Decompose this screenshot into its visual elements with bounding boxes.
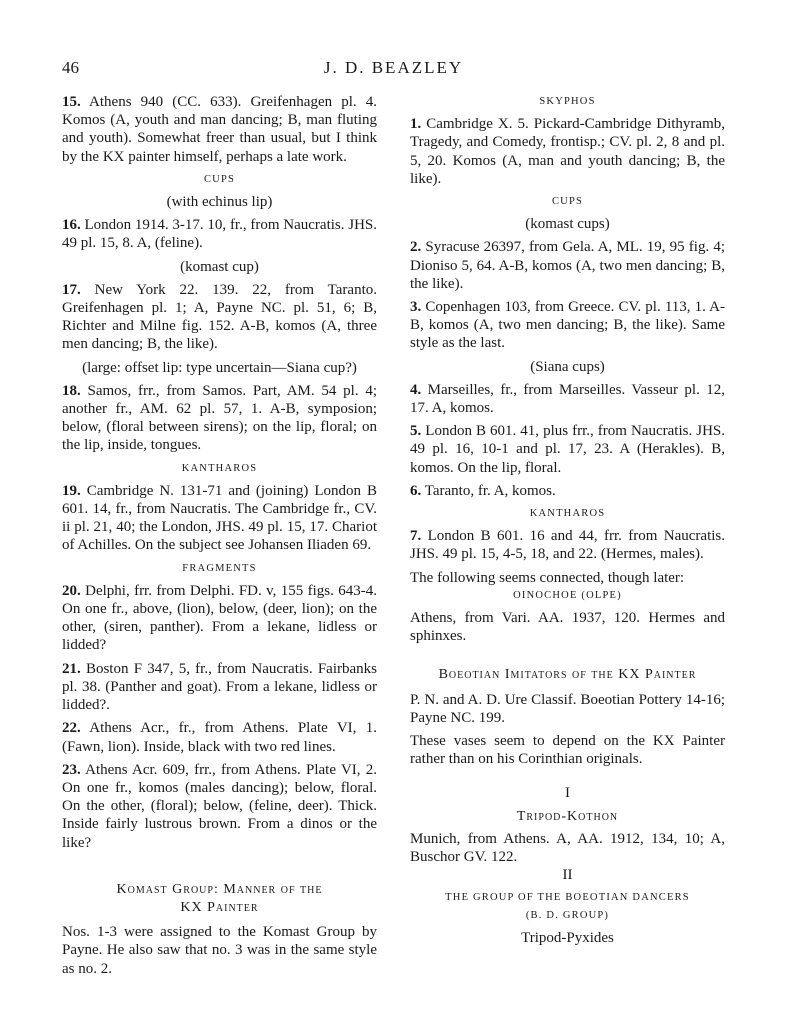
boeotian-imitators-heading: Boeotian Imitators of the KX Painter [438, 667, 697, 683]
subheading-large: (large: offset lip: type uncertain—Siana cup?) [82, 359, 357, 376]
roman-numeral-1: I [565, 784, 570, 801]
right-entry-6: 6. Taranto, fr. A, komos. [410, 482, 556, 499]
left-column [62, 93, 377, 983]
depend-note: These vases seem to depend on the KX Painter rather than on his Corinthian originals. [410, 733, 725, 768]
bd-group-abbrev: (B. D. GROUP) [525, 909, 610, 921]
subheading-echinus: (with echinus lip) [166, 194, 273, 211]
roman-numeral-2: II [562, 867, 573, 884]
bd-group-heading: THE GROUP OF THE BOEOTIAN DANCERS [445, 891, 690, 903]
right-entry-7: 7. London B 601. 16 and 44, frr. from Naucratis. JHS. 49 pl. 15, 4-5, 18, and 22. (Hermes, males). [410, 528, 726, 563]
entry-21: 21. Boston F 347, 5, fr., from Naucratis. Fairbanks pl. 38. (Panther and goat). From a lekane, lidless or lidded?. [62, 660, 377, 714]
heading-fragments: FRAGMENTS [182, 562, 257, 574]
komast-group-heading-1: Komast Group: Manner of the [116, 881, 323, 897]
entry-19: 19. Cambridge N. 131-71 and (joining) London B 601. 14, fr., from Naucratis. The Cambridge fr., CV. ii pl. 21, 40; the London, JHS. 49 pl. 15, 17. Chariot of Achilles. On the subject see Johansen Iliaden 69. [62, 482, 378, 554]
entry-15: 15. Athens 940 (CC. 633). Greifenhagen pl. 4. Komos (A, youth and man dancing; B, man fluting and youth). Somewhat freer than usual, but I think by the KX painter himself, perhaps a late work. [62, 94, 377, 165]
munich-entry: Munich, from Athens. A, AA. 1912, 134, 10; A, Buschor GV. 122. [410, 830, 725, 866]
entry-22: 22. Athens Acr., fr., from Athens. Plate VI, 1. (Fawn, lion). Inside, black with two red lines. [62, 720, 377, 755]
heading-kantharos: KANTHAROS [181, 462, 258, 474]
tripod-pyxides-heading: Tripod-Pyxides [521, 929, 614, 946]
right-column [410, 93, 725, 952]
komast-group-heading-2: KX Painter [180, 899, 259, 915]
right-heading-kantharos: KANTHAROS [529, 508, 606, 520]
subheading-komast-cup: (komast cup) [180, 258, 259, 275]
right-entry-3: 3. Copenhagen 103, from Greece. CV. pl. 113, 1. A-B, komos (A, two men dancing; B, the like). Same style as the last. [410, 299, 726, 352]
following-note: The following seems connected, though later: [410, 569, 685, 586]
running-head: J. D. BEAZLEY [323, 58, 464, 77]
right-heading-cups: CUPS [551, 196, 584, 208]
subheading-komast-cups: (komast cups) [525, 216, 610, 233]
komast-group-text: Nos. 1-3 were assigned to the Komast Group by Payne. He also saw that no. 3 was in the same style as no. 2. [62, 924, 377, 977]
right-entry-1: 1. Cambridge X. 5. Pickard-Cambridge Dithyramb, Tragedy, and Comedy, frontisp.; CV. pl. 2, 8 and pl. 5, 20. Komos (A, man and youth dancing; B, the like). [410, 116, 726, 187]
page-number: 46 [62, 58, 79, 77]
subheading-siana: (Siana cups) [530, 358, 605, 375]
entry-17: 17. New York 22. 139. 22, from Taranto. Greifenhagen pl. 1; A, Payne NC. pl. 51, 6; B, Richter and Milne fig. 152. A-B, komos (A, three men dancing; B, the like). [62, 281, 378, 353]
entry-18: 18. Samos, frr., from Samos. Part, AM. 54 pl. 4; another fr., AM. 62 pl. 57, 1. A-B, symposion; below, (floral between sirens); on the lip, floral; on the lip, inside, tongues. [62, 382, 378, 454]
ure-reference: P. N. and A. D. Ure Classif. Boeotian Pottery 14-16; Payne NC. 199. [410, 691, 725, 726]
entry-20: 20. Delphi, frr. from Delphi. FD. v, 155 figs. 643-4. On one fr., above, (lion), below, (deer, lion); on the other, (siren, panther). From a lekane, lidless or lidded? [62, 582, 377, 654]
entry-23: 23. Athens Acr. 609, frr., from Athens. Plate VI, 2. On one fr., komos (males dancing); below, floral. On the other, (floral); below, (feline, deer). Thick. Inside fairly lustrous brown. From a dinos or the like? [62, 761, 377, 851]
athens-vari-entry: Athens, from Vari. AA. 1937, 120. Hermes and sphinxes. [410, 610, 725, 645]
heading-skyphos: SKYPHOS [539, 96, 596, 107]
entry-16: 16. London 1914. 3-17. 10, fr., from Naucratis. JHS. 49 pl. 15, 8. A, (feline). [62, 217, 378, 252]
heading-oinochoe: OINOCHOE (OLPE) [513, 589, 622, 601]
right-entry-5: 5. London B 601. 41, plus frr., from Naucratis. JHS. 49 pl. 16, 10-1 and pl. 17, 23. A (Herakles). B, komos. On the lip, floral. [410, 423, 725, 476]
heading-cups: CUPS [203, 173, 236, 185]
right-entry-4: 4. Marseilles, fr., from Marseilles. Vasseur pl. 12, 17. A, komos. [410, 381, 726, 417]
right-entry-2: 2. Syracuse 26397, from Gela. A, ML. 19, 95 fig. 4; Dioniso 5, 64. A-B, komos (A, two men dancing; B, the like). [410, 239, 725, 292]
tripod-kothon-heading: Tripod-Kothon [516, 808, 619, 824]
